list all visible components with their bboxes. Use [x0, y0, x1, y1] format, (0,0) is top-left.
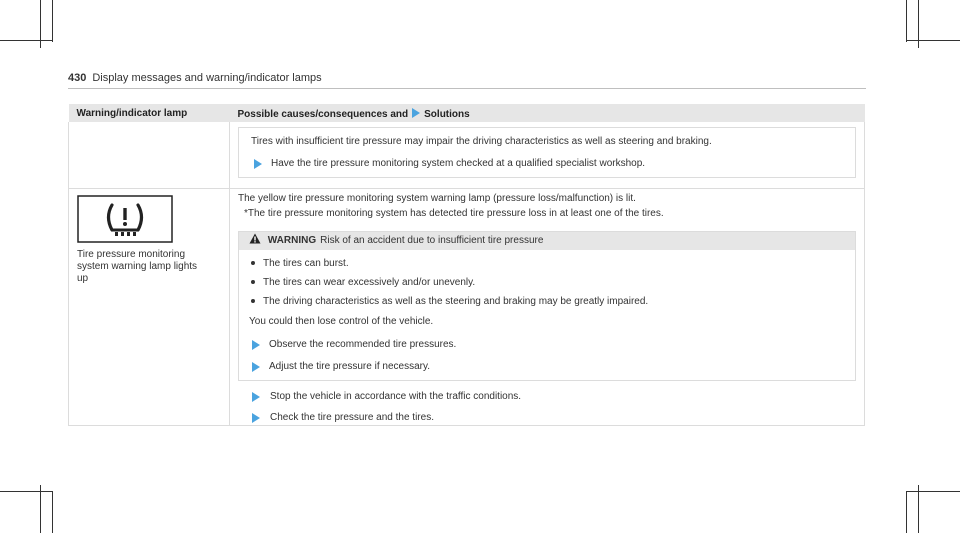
- solutions-cell: [230, 189, 865, 426]
- row2-step-text: Stop the vehicle in accordance with the traffic conditions.: [270, 391, 522, 402]
- column-header-solutions-prefix: Possible causes/consequences and: [237, 108, 409, 120]
- lamp-cell-empty: [69, 122, 230, 189]
- crop-mark: [906, 491, 960, 492]
- warning-step: [249, 337, 845, 352]
- crop-mark: [52, 491, 53, 533]
- lamp-cell: [69, 189, 230, 426]
- table-row: [69, 122, 865, 189]
- row1-step-text: Have the tire pressure monitoring system checked at a qualified specialist workshop.: [271, 158, 646, 169]
- column-header-solutions: [230, 104, 865, 122]
- warning-step-text: Adjust the tire pressure if necessary.: [269, 361, 430, 372]
- warning-lamp-table: [68, 104, 865, 426]
- row2-step: [238, 389, 856, 404]
- warning-triangle-icon: [249, 233, 261, 244]
- arrow-right-icon: [412, 108, 420, 118]
- arrow-right-icon: [252, 340, 260, 350]
- row2-step: [238, 410, 856, 425]
- warning-header: [239, 232, 855, 250]
- crop-mark: [906, 491, 907, 533]
- lamp-caption: Tire pressure monitoring system warning lamp lights up: [77, 249, 198, 284]
- row2-line1: The yellow tire pressure monitoring system warning lamp (pressure loss/malfunction) is lit.: [238, 193, 636, 204]
- list-item: The tires can burst.: [249, 254, 845, 273]
- row2-line2: *The tire pressure monitoring system has detected tire pressure loss in at least one of the tires.: [244, 208, 664, 219]
- crop-mark: [40, 485, 41, 533]
- arrow-right-icon: [252, 413, 260, 423]
- warning-title: Risk of an accident due to insufficient tire pressure: [320, 235, 544, 246]
- column-header-solutions-suffix: Solutions: [424, 108, 470, 120]
- warning-step-text: Observe the recommended tire pressures.: [269, 339, 457, 350]
- crop-mark: [906, 0, 907, 42]
- page-title: Display messages and warning/indicator lamps: [92, 72, 322, 84]
- row2-step-text: Check the tire pressure and the tires.: [270, 412, 434, 423]
- arrow-right-icon: [254, 159, 262, 169]
- solution-box: [238, 127, 856, 178]
- warning-body: [239, 250, 855, 380]
- crop-mark: [0, 40, 52, 41]
- arrow-right-icon: [252, 392, 260, 402]
- crop-mark: [52, 0, 53, 42]
- table-row: [69, 189, 865, 426]
- warning-step: [249, 359, 845, 374]
- crop-mark: [918, 485, 919, 533]
- warning-box: [238, 231, 856, 381]
- crop-mark: [0, 491, 52, 492]
- warning-text: You could then lose control of the vehicle.: [249, 316, 434, 327]
- page-header: [68, 72, 322, 84]
- row1-text: Tires with insufficient tire pressure may impair the driving characteristics as well as steering and braking.: [251, 136, 712, 147]
- list-item: The tires can wear excessively and/or unevenly.: [249, 273, 845, 292]
- warning-label: WARNING: [267, 235, 317, 246]
- tire-pressure-warning-icon: [77, 195, 173, 243]
- list-item: The driving characteristics as well as the steering and braking may be greatly impaired.: [249, 292, 845, 311]
- header-divider: [68, 88, 866, 89]
- row1-step: [251, 156, 843, 171]
- table-header-row: [69, 104, 865, 122]
- arrow-right-icon: [252, 362, 260, 372]
- solutions-cell: [230, 122, 865, 189]
- crop-mark: [906, 40, 960, 41]
- page-number: 430: [68, 72, 87, 84]
- column-header-lamp: Warning/indicator lamp: [69, 104, 230, 122]
